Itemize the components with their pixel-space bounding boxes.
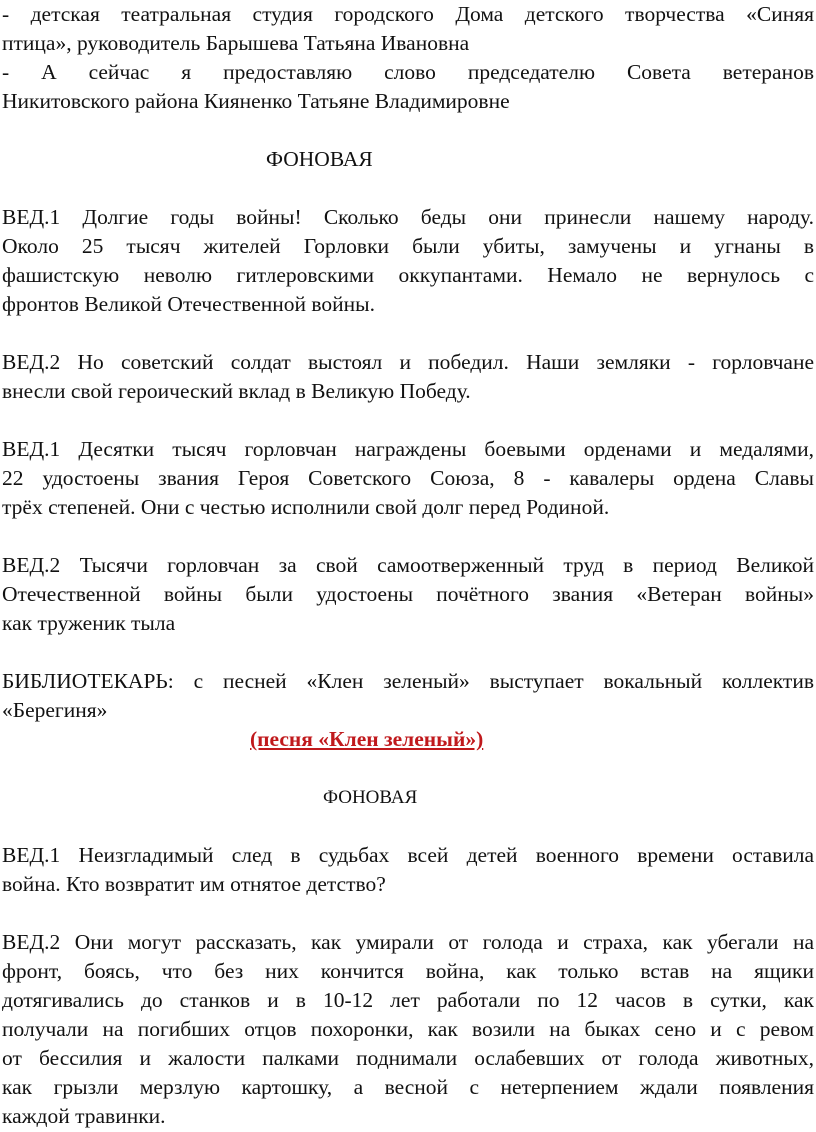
text-line: дотягивались до станков и в 10-12 лет работали по 12 часов в сутки, как [2, 988, 814, 1012]
blank-line [2, 522, 814, 551]
text-line: ВЕД.1 Десятки тысяч горловчан награждены боевыми орденами и медалями, [2, 437, 814, 461]
text-line: война. Кто возвратит им отнятое детство? [2, 872, 386, 896]
paragraph-ved1-war-years [2, 203, 814, 319]
text-line: «Берегиня» [2, 698, 108, 722]
blank-line [2, 406, 814, 435]
text-line: фашистскую неволю гитлеровскими оккупантами. Немало не вернулось с [2, 263, 814, 287]
text-line: каждой травинки. [2, 1104, 166, 1128]
blank-line [2, 899, 814, 928]
text-line: - А сейчас я предоставляю слово председателю Совета ветеранов [2, 60, 814, 84]
text-line: фронт, боясь, что без них кончится война, как только встав на ящики [2, 959, 814, 983]
text-line: ВЕД.1 Неизгладимый след в судьбах всей детей военного времени оставила [2, 843, 814, 867]
text-line: ВЕД.2 Они могут рассказать, как умирали от голода и страха, как убегали на [2, 930, 814, 954]
blank-line [2, 812, 814, 841]
text-line: Отечественной войны были удостоены почётного звания «Ветеран войны» [2, 582, 814, 606]
text-line: ВЕД.1 Долгие годы войны! Сколько беды они принесли нашему народу. [2, 205, 814, 229]
paragraph-ved2-memories [2, 928, 814, 1131]
blank-line [2, 174, 814, 203]
text-line: БИБЛИОТЕКАРЬ: с песней «Клен зеленый» выступает вокальный коллектив [2, 669, 814, 693]
blank-line [2, 638, 814, 667]
text-line: ВЕД.2 Тысячи горловчан за свой самоотверженный труд в период Великой [2, 553, 814, 577]
text-line: Никитовского района Кияненко Татьяне Владимировне [2, 89, 510, 113]
text-line: получали на погибших отцов похоронки, как возили на быках сено и с ревом [2, 1017, 814, 1041]
paragraph-studio [2, 0, 814, 58]
blank-line [2, 116, 814, 145]
blank-line [2, 754, 814, 783]
blank-line [2, 319, 814, 348]
text-line: как грызли мерзлую картошку, а весной с нетерпением ждали появления [2, 1075, 814, 1099]
paragraph-veterans-intro [2, 58, 814, 116]
document-page [2, 0, 814, 1131]
text-line: от бессилия и жалости палками поднимали ослабевших от голода животных, [2, 1046, 814, 1070]
text-line: Около 25 тысяч жителей Горловки были убиты, замучены и угнаны в [2, 234, 814, 258]
paragraph-ved2-home-front [2, 551, 814, 638]
text-line: как труженик тыла [2, 611, 176, 635]
heading-background-music: ФОНОВАЯ [266, 147, 373, 171]
text-line: внесли свой героический вклад в Великую Победу. [2, 379, 471, 403]
text-line: фронтов Великой Отечественной войны. [2, 292, 375, 316]
text-line: птица», руководитель Барышева Татьяна Ивановна [2, 31, 470, 55]
text-line: 22 удостоены звания Героя Советского Союза, 8 - кавалеры ордена Славы [2, 466, 814, 490]
text-line: - детская театральная студия городского Дома детского творчества «Синяя [2, 2, 814, 26]
paragraph-ved2-soldier [2, 348, 814, 406]
paragraph-librarian [2, 667, 814, 725]
paragraph-ved1-awards [2, 435, 814, 522]
text-line: ВЕД.2 Но советский солдат выстоял и победил. Наши земляки - горловчане [2, 350, 814, 374]
song-title: (песня «Клен зеленый») [250, 727, 484, 751]
paragraph-ved1-childhood [2, 841, 814, 899]
text-line: трёх степеней. Они с честью исполнили свой долг перед Родиной. [2, 495, 610, 519]
heading-background-music-2: ФОНОВАЯ [323, 787, 418, 808]
